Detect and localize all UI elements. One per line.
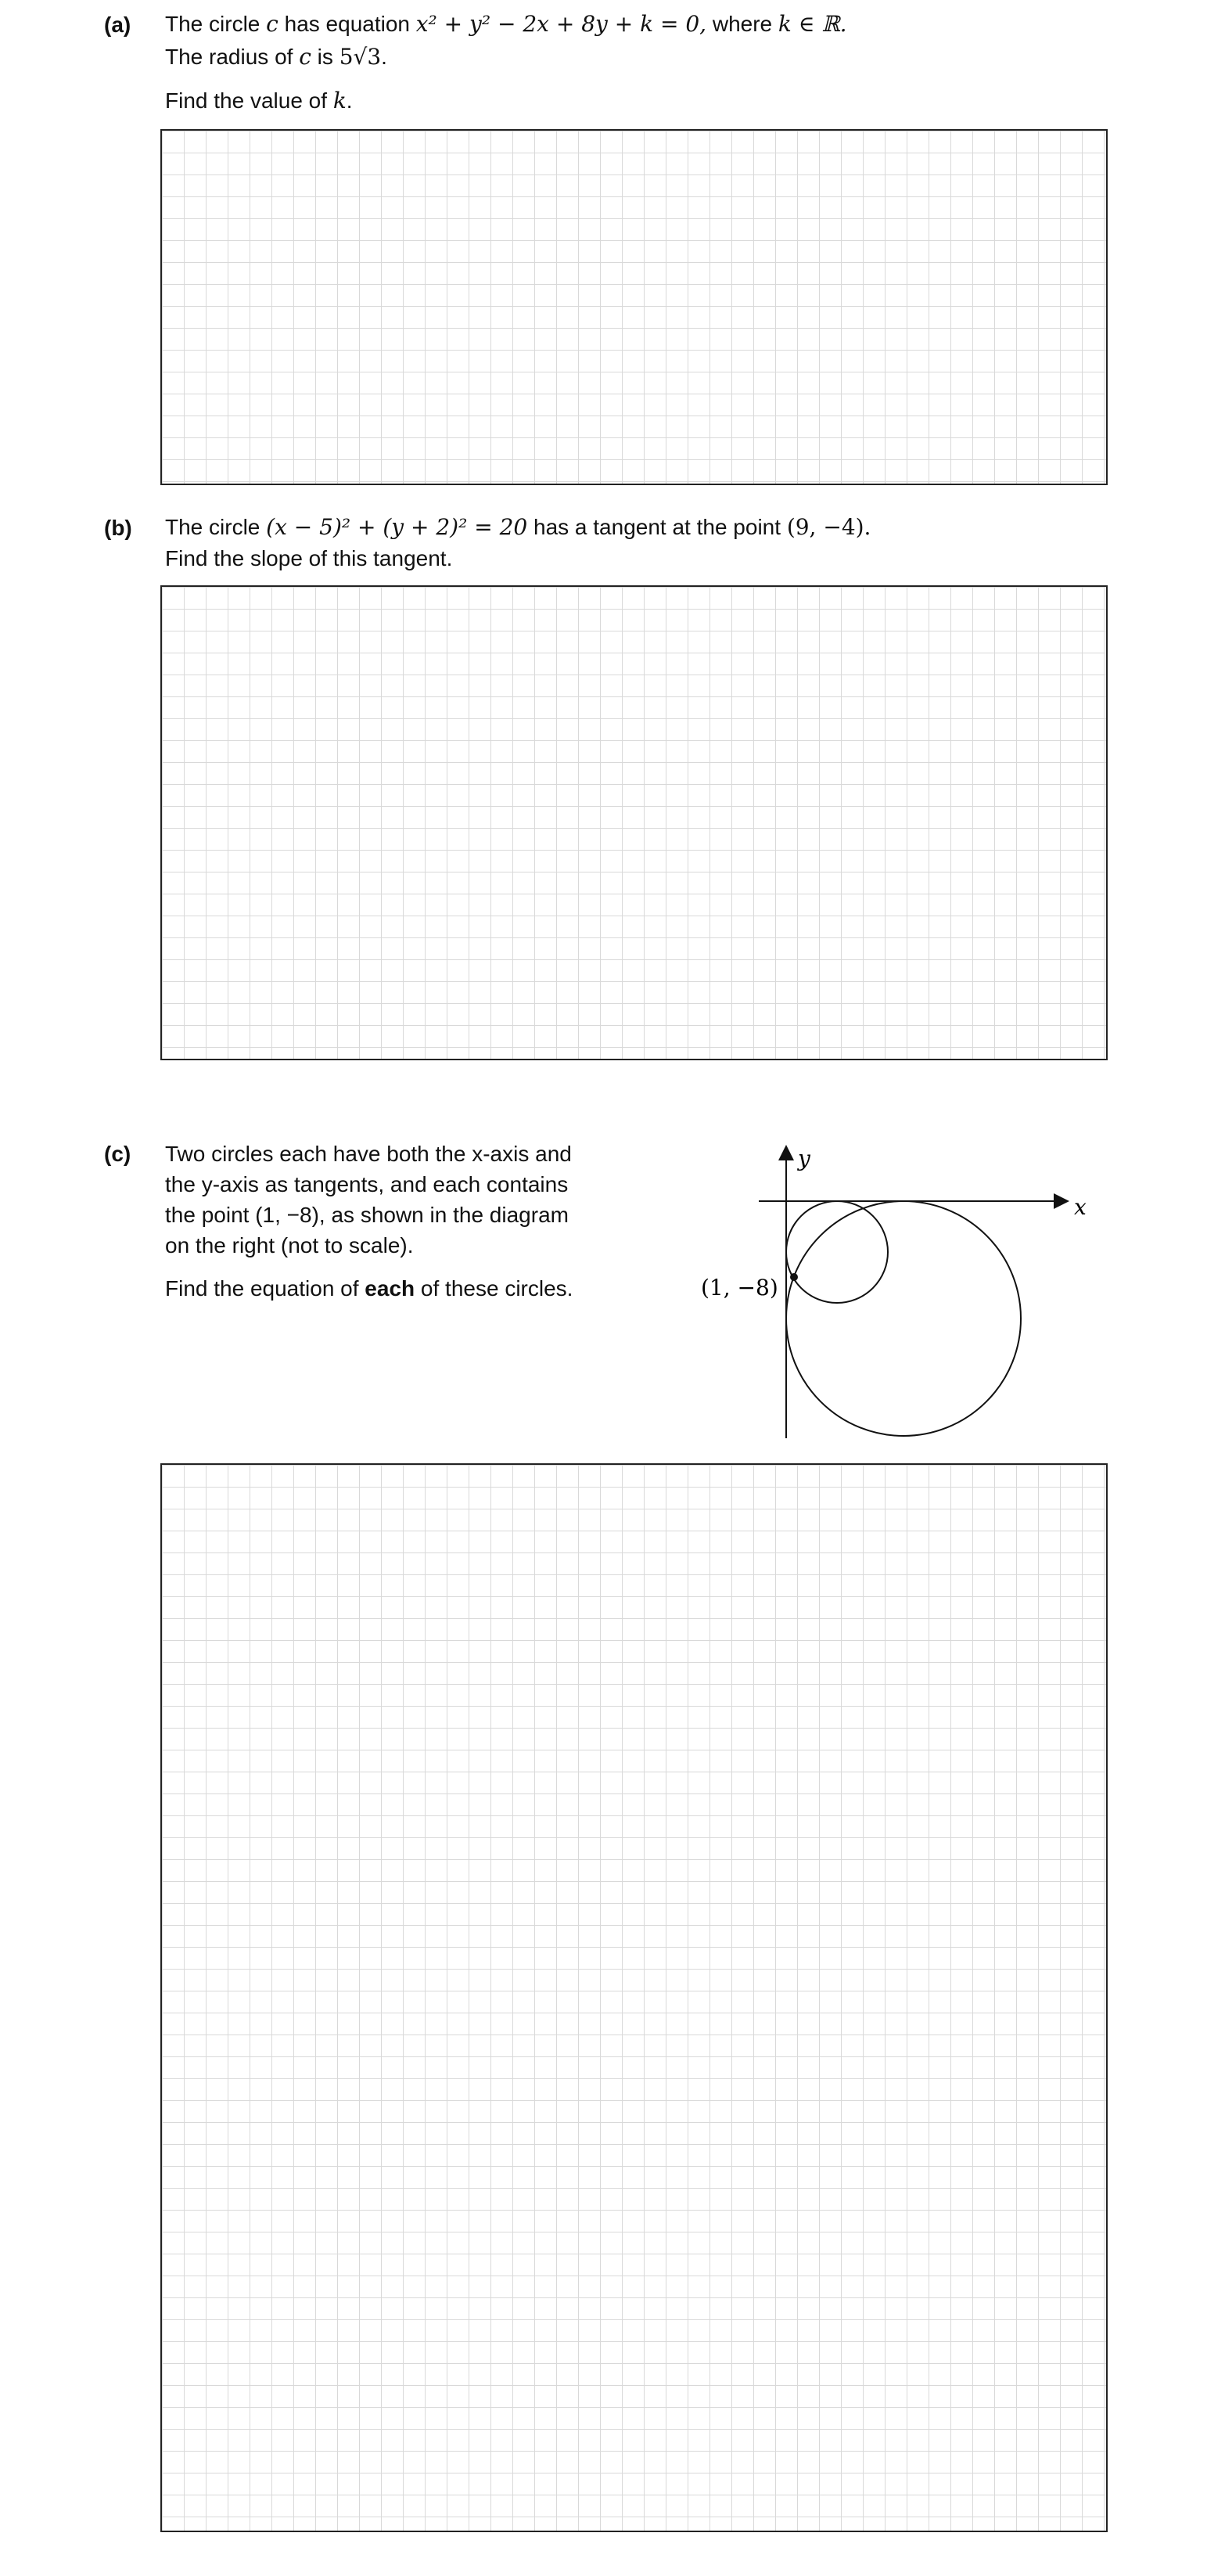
part-a-line3-end: . xyxy=(346,88,353,113)
part-c-line-3: the point (1, −8), as shown in the diagram xyxy=(165,1203,569,1227)
part-a-line3-prefix: Find the value of xyxy=(165,88,328,113)
part-a-line-3 xyxy=(165,86,353,116)
part-a-circle-var: c xyxy=(266,11,278,37)
part-a-line-1 xyxy=(165,9,847,39)
x-axis-label: x xyxy=(1074,1194,1087,1220)
part-a-label: (a) xyxy=(104,13,131,37)
part-b-line-2: Find the slope of this tangent. xyxy=(165,546,453,570)
part-c-find-prefix: Find the equation of xyxy=(165,1276,359,1301)
part-a-domain: k ∈ ℝ. xyxy=(778,11,847,37)
part-a-line2-var: c xyxy=(299,44,311,70)
part-c-line-2: the y-axis as tangents, and each contains xyxy=(165,1172,569,1196)
part-b-line1-mid: has a tangent at the point xyxy=(533,515,781,539)
part-b-line1-prefix: The circle xyxy=(165,515,260,539)
part-b-label: (b) xyxy=(104,516,132,540)
part-a-line1-prefix: The circle xyxy=(165,12,260,36)
part-a-equation: x² + y² − 2x + 8y + k = 0, xyxy=(415,11,707,37)
part-a-line3-var: k xyxy=(332,88,347,113)
part-b-line-1 xyxy=(165,513,871,542)
part-a-radius-value: 5√3 xyxy=(339,44,382,70)
part-a-line2-prefix: The radius of xyxy=(165,45,293,69)
part-a-line2-is: is xyxy=(317,45,333,69)
part-b-point: (9, −4). xyxy=(786,514,871,540)
part-a-line-2 xyxy=(165,42,387,72)
circles-diagram xyxy=(0,1127,1225,1455)
point-label: (1, −8) xyxy=(701,1275,778,1301)
part-c-line-1: Two circles each have both the x-axis and xyxy=(165,1142,572,1166)
part-b-answer-grid[interactable] xyxy=(160,585,1108,1060)
small-circle xyxy=(786,1201,888,1303)
part-c-label: (c) xyxy=(104,1142,131,1166)
part-c-line-4: on the right (not to scale). xyxy=(165,1233,414,1257)
part-a-answer-grid[interactable] xyxy=(160,129,1108,485)
part-a-where: where xyxy=(712,12,773,36)
part-b-equation: (x − 5)² + (y + 2)² = 20 xyxy=(266,514,528,540)
part-a-line1-mid: has equation xyxy=(284,12,410,36)
part-c-find-suffix: of these circles. xyxy=(420,1276,573,1301)
intersection-point xyxy=(790,1273,798,1281)
part-a-line2-end: . xyxy=(381,45,387,69)
y-axis-label: y xyxy=(798,1146,810,1171)
large-circle xyxy=(786,1201,1021,1436)
part-c-find-bold: each xyxy=(365,1276,415,1301)
part-c-answer-grid[interactable] xyxy=(160,1463,1108,2532)
